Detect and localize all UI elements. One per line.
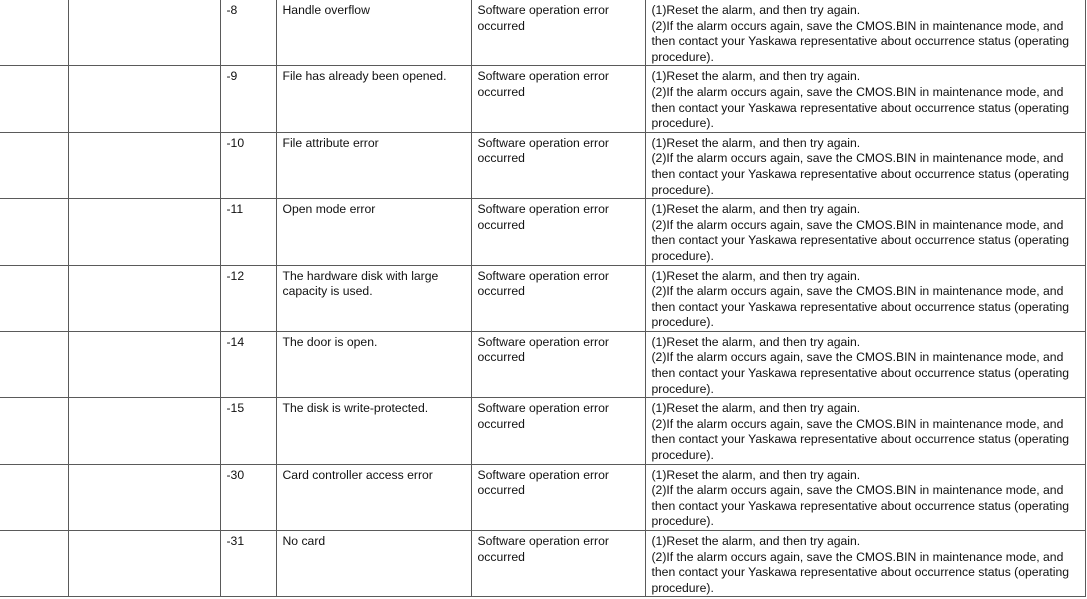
cause-line: occurred (477, 416, 525, 431)
cause-cell (471, 464, 645, 530)
cause-line: Software operation error (477, 334, 609, 349)
cause-cell (471, 398, 645, 464)
alarm-number-cell (0, 398, 68, 464)
cause-line: Software operation error (477, 534, 609, 548)
remedy-cell (645, 464, 1085, 530)
cause-line: occurred (477, 217, 525, 232)
remedy-line: (1)Reset the alarm, and then try again. (651, 69, 861, 84)
remedy-line: procedure). (651, 315, 714, 330)
sub-code-cell: -11 (220, 199, 276, 265)
sub-code-cell: -9 (220, 66, 276, 132)
remedy-line: (1)Reset the alarm, and then try again. (651, 135, 861, 150)
remedy-line: (1)Reset the alarm, and then try again. (651, 534, 861, 548)
sub-code-cell: -10 (220, 132, 276, 198)
remedy-line: then contact your Yaskawa representative about occurrence status (operating (651, 565, 1070, 580)
sub-code-cell: -8 (220, 0, 276, 66)
remedy-line: (2)If the alarm occurs again, save the CMOS.BIN in maintenance mode, and (651, 350, 1064, 365)
remedy-line: (2)If the alarm occurs again, save the CMOS.BIN in maintenance mode, and (651, 84, 1064, 99)
remedy-cell (645, 531, 1085, 597)
remedy-line: (2)If the alarm occurs again, save the CMOS.BIN in maintenance mode, and (651, 217, 1064, 232)
cause-cell (471, 531, 645, 597)
remedy-line: procedure). (651, 248, 714, 263)
remedy-line: (2)If the alarm occurs again, save the CMOS.BIN in maintenance mode, and (651, 18, 1064, 33)
sub-code-cell: -12 (220, 265, 276, 331)
alarm-name-cell (68, 265, 220, 331)
remedy-cell (645, 0, 1085, 66)
table-row (0, 265, 1085, 331)
remedy-line: then contact your Yaskawa representative about occurrence status (operating (651, 299, 1070, 314)
cause-cell (471, 132, 645, 198)
alarm-number-cell (0, 464, 68, 530)
remedy-line: (2)If the alarm occurs again, save the CMOS.BIN in maintenance mode, and (651, 483, 1064, 498)
remedy-line: (2)If the alarm occurs again, save the CMOS.BIN in maintenance mode, and (651, 284, 1064, 299)
table-row (0, 331, 1085, 397)
remedy-line: (2)If the alarm occurs again, save the CMOS.BIN in maintenance mode, and (651, 549, 1064, 564)
sub-code-cell: -14 (220, 331, 276, 397)
table-row (0, 0, 1085, 66)
alarm-name-cell (68, 531, 220, 597)
remedy-line: (2)If the alarm occurs again, save the CMOS.BIN in maintenance mode, and (651, 151, 1064, 166)
remedy-line: then contact your Yaskawa representative about occurrence status (operating (651, 498, 1070, 513)
remedy-line: then contact your Yaskawa representative about occurrence status (operating (651, 34, 1070, 49)
cause-line: occurred (477, 350, 525, 365)
remedy-line: procedure). (651, 381, 714, 396)
remedy-cell (645, 265, 1085, 331)
remedy-line: then contact your Yaskawa representative about occurrence status (operating (651, 166, 1070, 181)
error-meaning-cell: File attribute error (276, 132, 471, 198)
cause-line: Software operation error (477, 3, 609, 17)
alarm-name-cell (68, 331, 220, 397)
alarm-number-cell (0, 0, 68, 66)
remedy-line: procedure). (651, 116, 714, 131)
sub-code-cell: -15 (220, 398, 276, 464)
table-row (0, 132, 1085, 198)
sub-code-cell: -31 (220, 531, 276, 597)
alarm-name-cell (68, 0, 220, 66)
alarm-name-cell (68, 132, 220, 198)
cause-cell (471, 0, 645, 66)
cause-line: Software operation error (477, 202, 609, 217)
remedy-line: procedure). (651, 448, 714, 463)
table-row (0, 398, 1085, 464)
remedy-line: procedure). (651, 514, 714, 529)
cause-line: occurred (477, 483, 525, 498)
cause-line: Software operation error (477, 135, 609, 150)
table-row (0, 531, 1085, 597)
error-meaning-cell: The hardware disk with large capacity is used. (276, 265, 471, 331)
cause-line: occurred (477, 549, 525, 564)
alarm-name-cell (68, 66, 220, 132)
remedy-line: (1)Reset the alarm, and then try again. (651, 202, 861, 217)
remedy-line: procedure). (651, 182, 714, 197)
remedy-line: procedure). (651, 580, 714, 595)
remedy-cell (645, 331, 1085, 397)
remedy-line: procedure). (651, 49, 714, 64)
cause-line: occurred (477, 284, 525, 299)
remedy-cell (645, 199, 1085, 265)
alarm-number-cell (0, 199, 68, 265)
cause-line: Software operation error (477, 401, 609, 416)
alarm-number-cell (0, 132, 68, 198)
error-meaning-cell: Card controller access error (276, 464, 471, 530)
table-row (0, 66, 1085, 132)
remedy-line: then contact your Yaskawa representative about occurrence status (operating (651, 233, 1070, 248)
error-meaning-cell: File has already been opened. (276, 66, 471, 132)
alarm-number-cell (0, 66, 68, 132)
error-meaning-cell: The disk is write-protected. (276, 398, 471, 464)
remedy-line: (1)Reset the alarm, and then try again. (651, 334, 861, 349)
remedy-line: then contact your Yaskawa representative about occurrence status (operating (651, 366, 1070, 381)
cause-cell (471, 331, 645, 397)
remedy-line: then contact your Yaskawa representative about occurrence status (operating (651, 100, 1070, 115)
alarm-name-cell (68, 199, 220, 265)
table-row (0, 464, 1085, 530)
error-meaning-cell: No card (276, 531, 471, 597)
remedy-line: (1)Reset the alarm, and then try again. (651, 268, 861, 283)
remedy-line: (1)Reset the alarm, and then try again. (651, 3, 861, 17)
alarm-name-cell (68, 398, 220, 464)
error-meaning-cell: The door is open. (276, 331, 471, 397)
cause-cell (471, 199, 645, 265)
cause-line: Software operation error (477, 467, 609, 482)
remedy-line: (1)Reset the alarm, and then try again. (651, 467, 861, 482)
cause-line: Software operation error (477, 69, 609, 84)
table-row (0, 199, 1085, 265)
cause-line: occurred (477, 151, 525, 166)
cause-cell (471, 265, 645, 331)
cause-line: occurred (477, 84, 525, 99)
alarm-number-cell (0, 265, 68, 331)
sub-code-cell: -30 (220, 464, 276, 530)
alarm-name-cell (68, 464, 220, 530)
cause-cell (471, 66, 645, 132)
remedy-line: (2)If the alarm occurs again, save the CMOS.BIN in maintenance mode, and (651, 416, 1064, 431)
remedy-line: (1)Reset the alarm, and then try again. (651, 401, 861, 416)
remedy-line: then contact your Yaskawa representative about occurrence status (operating (651, 432, 1070, 447)
cause-line: Software operation error (477, 268, 609, 283)
cause-line: occurred (477, 18, 525, 33)
remedy-cell (645, 66, 1085, 132)
error-meaning-cell: Open mode error (276, 199, 471, 265)
remedy-cell (645, 132, 1085, 198)
error-meaning-cell: Handle overflow (276, 0, 471, 66)
alarm-number-cell (0, 331, 68, 397)
alarm-number-cell (0, 531, 68, 597)
remedy-cell (645, 398, 1085, 464)
